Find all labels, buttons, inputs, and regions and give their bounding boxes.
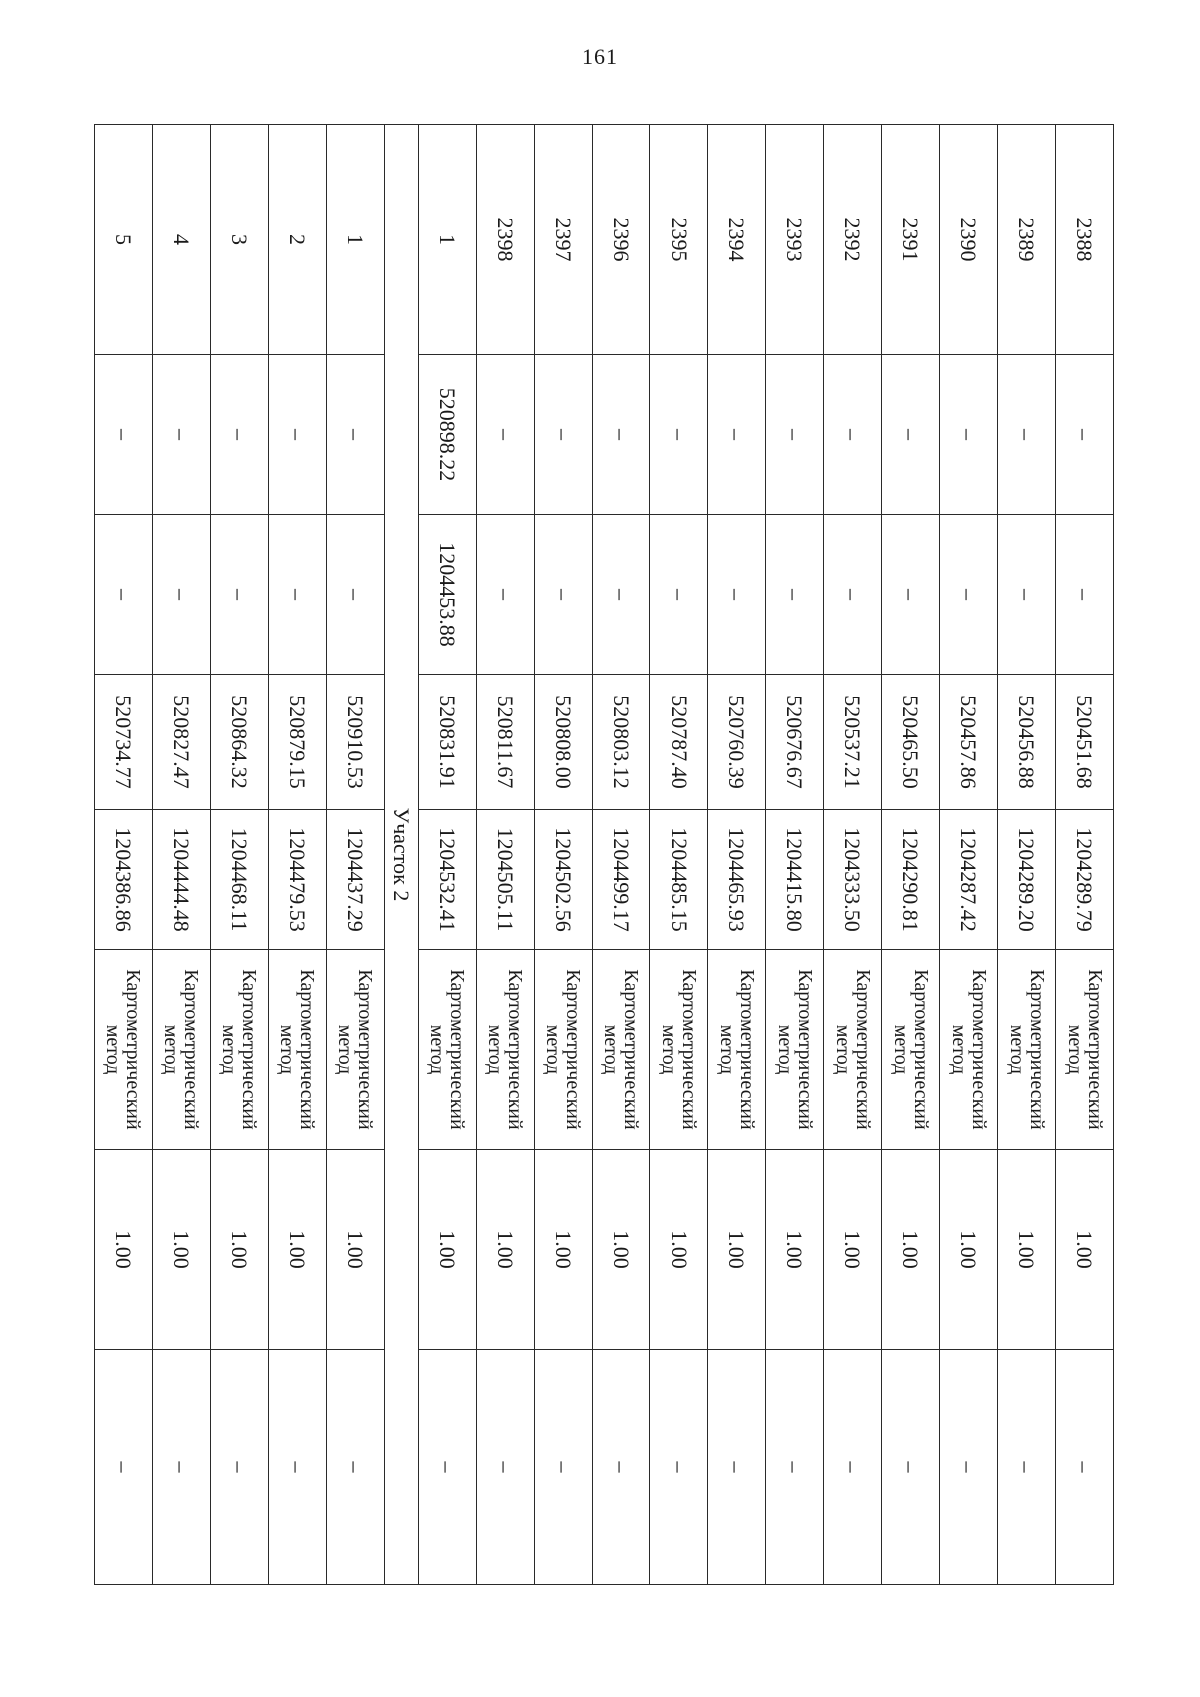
table-row — [766, 125, 824, 1585]
accuracy-cell: 1.00 — [824, 1150, 882, 1350]
table-row — [152, 125, 210, 1585]
point-number-cell: 2397 — [534, 125, 592, 355]
description-cell: – — [534, 1350, 592, 1585]
y-existing-cell: – — [766, 515, 824, 675]
x-existing-cell: – — [882, 355, 940, 515]
y-new-cell: 1204437.29 — [326, 810, 384, 950]
accuracy-cell: 1.00 — [766, 1150, 824, 1350]
x-new-cell: 520808.00 — [534, 675, 592, 810]
accuracy-cell: 1.00 — [708, 1150, 766, 1350]
x-new-cell: 520787.40 — [650, 675, 708, 810]
point-number-cell: 2392 — [824, 125, 882, 355]
table-row — [882, 125, 940, 1585]
y-new-cell: 1204290.81 — [882, 810, 940, 950]
x-new-cell: 520456.88 — [998, 675, 1056, 810]
point-number-cell: 2389 — [998, 125, 1056, 355]
table-row — [1056, 125, 1114, 1585]
y-new-cell: 1204499.17 — [592, 810, 650, 950]
accuracy-cell: 1.00 — [210, 1150, 268, 1350]
point-number-cell: 2394 — [708, 125, 766, 355]
accuracy-cell: 1.00 — [152, 1150, 210, 1350]
y-existing-cell: – — [650, 515, 708, 675]
section-title: Участок 2 — [384, 125, 418, 1585]
x-new-cell: 520457.86 — [940, 675, 998, 810]
y-existing-cell: – — [326, 515, 384, 675]
description-cell: – — [268, 1350, 326, 1585]
y-new-cell: 1204386.86 — [95, 810, 153, 950]
table-row — [592, 125, 650, 1585]
table-row — [534, 125, 592, 1585]
method-cell: Картометрический метод — [882, 950, 940, 1150]
x-existing-cell: 520898.22 — [418, 355, 476, 515]
x-new-cell: 520827.47 — [152, 675, 210, 810]
table-row — [418, 125, 476, 1585]
x-new-cell: 520676.67 — [766, 675, 824, 810]
description-cell: – — [326, 1350, 384, 1585]
coordinates-table — [94, 124, 1114, 1585]
description-cell: – — [418, 1350, 476, 1585]
y-new-cell: 1204289.20 — [998, 810, 1056, 950]
page-number: 161 — [582, 44, 618, 69]
table-row — [824, 125, 882, 1585]
description-cell: – — [940, 1350, 998, 1585]
table-row — [708, 125, 766, 1585]
y-new-cell: 1204505.11 — [476, 810, 534, 950]
accuracy-cell: 1.00 — [940, 1150, 998, 1350]
x-new-cell: 520811.67 — [476, 675, 534, 810]
method-cell: Картометрический метод — [650, 950, 708, 1150]
x-existing-cell: – — [152, 355, 210, 515]
y-new-cell: 1204287.42 — [940, 810, 998, 950]
y-existing-cell: – — [1056, 515, 1114, 675]
accuracy-cell: 1.00 — [418, 1150, 476, 1350]
method-cell: Картометрический метод — [326, 950, 384, 1150]
accuracy-cell: 1.00 — [650, 1150, 708, 1350]
description-cell: – — [95, 1350, 153, 1585]
x-new-cell: 520879.15 — [268, 675, 326, 810]
y-existing-cell: – — [882, 515, 940, 675]
y-new-cell: 1204444.48 — [152, 810, 210, 950]
x-existing-cell: – — [998, 355, 1056, 515]
description-cell: – — [476, 1350, 534, 1585]
method-cell: Картометрический метод — [534, 950, 592, 1150]
table-row — [998, 125, 1056, 1585]
method-cell: Картометрический метод — [152, 950, 210, 1150]
method-cell: Картометрический метод — [1056, 950, 1114, 1150]
x-new-cell: 520537.21 — [824, 675, 882, 810]
description-cell: – — [152, 1350, 210, 1585]
table-row — [650, 125, 708, 1585]
x-new-cell: 520831.91 — [418, 675, 476, 810]
accuracy-cell: 1.00 — [998, 1150, 1056, 1350]
x-existing-cell: – — [824, 355, 882, 515]
accuracy-cell: 1.00 — [1056, 1150, 1114, 1350]
y-existing-cell: – — [998, 515, 1056, 675]
y-existing-cell: 1204453.88 — [418, 515, 476, 675]
x-new-cell: 520803.12 — [592, 675, 650, 810]
point-number-cell: 2398 — [476, 125, 534, 355]
method-cell: Картометрический метод — [210, 950, 268, 1150]
x-new-cell: 520864.32 — [210, 675, 268, 810]
x-existing-cell: – — [940, 355, 998, 515]
accuracy-cell: 1.00 — [476, 1150, 534, 1350]
description-cell: – — [1056, 1350, 1114, 1585]
x-existing-cell: – — [534, 355, 592, 515]
accuracy-cell: 1.00 — [592, 1150, 650, 1350]
table-row — [326, 125, 384, 1585]
x-new-cell: 520451.68 — [1056, 675, 1114, 810]
y-existing-cell: – — [824, 515, 882, 675]
y-existing-cell: – — [708, 515, 766, 675]
x-existing-cell: – — [592, 355, 650, 515]
point-number-cell: 2395 — [650, 125, 708, 355]
coordinates-table-rotated — [94, 124, 1114, 1584]
point-number-cell: 2393 — [766, 125, 824, 355]
accuracy-cell: 1.00 — [326, 1150, 384, 1350]
point-number-cell: 2391 — [882, 125, 940, 355]
y-existing-cell: – — [210, 515, 268, 675]
description-cell: – — [882, 1350, 940, 1585]
method-cell: Картометрический метод — [95, 950, 153, 1150]
accuracy-cell: 1.00 — [534, 1150, 592, 1350]
y-new-cell: 1204485.15 — [650, 810, 708, 950]
point-number-cell: 1 — [326, 125, 384, 355]
method-cell: Картометрический метод — [766, 950, 824, 1150]
x-existing-cell: – — [766, 355, 824, 515]
table-row — [95, 125, 153, 1585]
point-number-cell: 2 — [268, 125, 326, 355]
x-existing-cell: – — [650, 355, 708, 515]
y-existing-cell: – — [592, 515, 650, 675]
point-number-cell: 4 — [152, 125, 210, 355]
y-new-cell: 1204333.50 — [824, 810, 882, 950]
method-cell: Картометрический метод — [940, 950, 998, 1150]
y-existing-cell: – — [95, 515, 153, 675]
x-existing-cell: – — [476, 355, 534, 515]
point-number-cell: 1 — [418, 125, 476, 355]
table-row — [476, 125, 534, 1585]
table-body — [95, 125, 1114, 1585]
description-cell: – — [824, 1350, 882, 1585]
y-new-cell: 1204479.53 — [268, 810, 326, 950]
point-number-cell: 3 — [210, 125, 268, 355]
method-cell: Картометрический метод — [998, 950, 1056, 1150]
x-existing-cell: – — [326, 355, 384, 515]
description-cell: – — [998, 1350, 1056, 1585]
x-new-cell: 520465.50 — [882, 675, 940, 810]
x-new-cell: 520734.77 — [95, 675, 153, 810]
y-existing-cell: – — [152, 515, 210, 675]
description-cell: – — [650, 1350, 708, 1585]
method-cell: Картометрический метод — [592, 950, 650, 1150]
method-cell: Картометрический метод — [476, 950, 534, 1150]
method-cell: Картометрический метод — [708, 950, 766, 1150]
y-existing-cell: – — [534, 515, 592, 675]
method-cell: Картометрический метод — [418, 950, 476, 1150]
x-existing-cell: – — [708, 355, 766, 515]
table-row — [268, 125, 326, 1585]
description-cell: – — [766, 1350, 824, 1585]
y-new-cell: 1204289.79 — [1056, 810, 1114, 950]
x-new-cell: 520760.39 — [708, 675, 766, 810]
accuracy-cell: 1.00 — [882, 1150, 940, 1350]
y-existing-cell: – — [940, 515, 998, 675]
method-cell: Картометрический метод — [268, 950, 326, 1150]
accuracy-cell: 1.00 — [95, 1150, 153, 1350]
y-new-cell: 1204415.80 — [766, 810, 824, 950]
method-cell: Картометрический метод — [824, 950, 882, 1150]
y-existing-cell: – — [268, 515, 326, 675]
table-row — [210, 125, 268, 1585]
y-new-cell: 1204465.93 — [708, 810, 766, 950]
point-number-cell: 5 — [95, 125, 153, 355]
y-new-cell: 1204502.56 — [534, 810, 592, 950]
section-row — [384, 125, 418, 1585]
description-cell: – — [210, 1350, 268, 1585]
y-new-cell: 1204468.11 — [210, 810, 268, 950]
y-new-cell: 1204532.41 — [418, 810, 476, 950]
description-cell: – — [592, 1350, 650, 1585]
y-existing-cell: – — [476, 515, 534, 675]
description-cell: – — [708, 1350, 766, 1585]
table-row — [940, 125, 998, 1585]
x-existing-cell: – — [95, 355, 153, 515]
point-number-cell: 2388 — [1056, 125, 1114, 355]
x-existing-cell: – — [268, 355, 326, 515]
accuracy-cell: 1.00 — [268, 1150, 326, 1350]
x-existing-cell: – — [1056, 355, 1114, 515]
x-new-cell: 520910.53 — [326, 675, 384, 810]
point-number-cell: 2396 — [592, 125, 650, 355]
x-existing-cell: – — [210, 355, 268, 515]
point-number-cell: 2390 — [940, 125, 998, 355]
